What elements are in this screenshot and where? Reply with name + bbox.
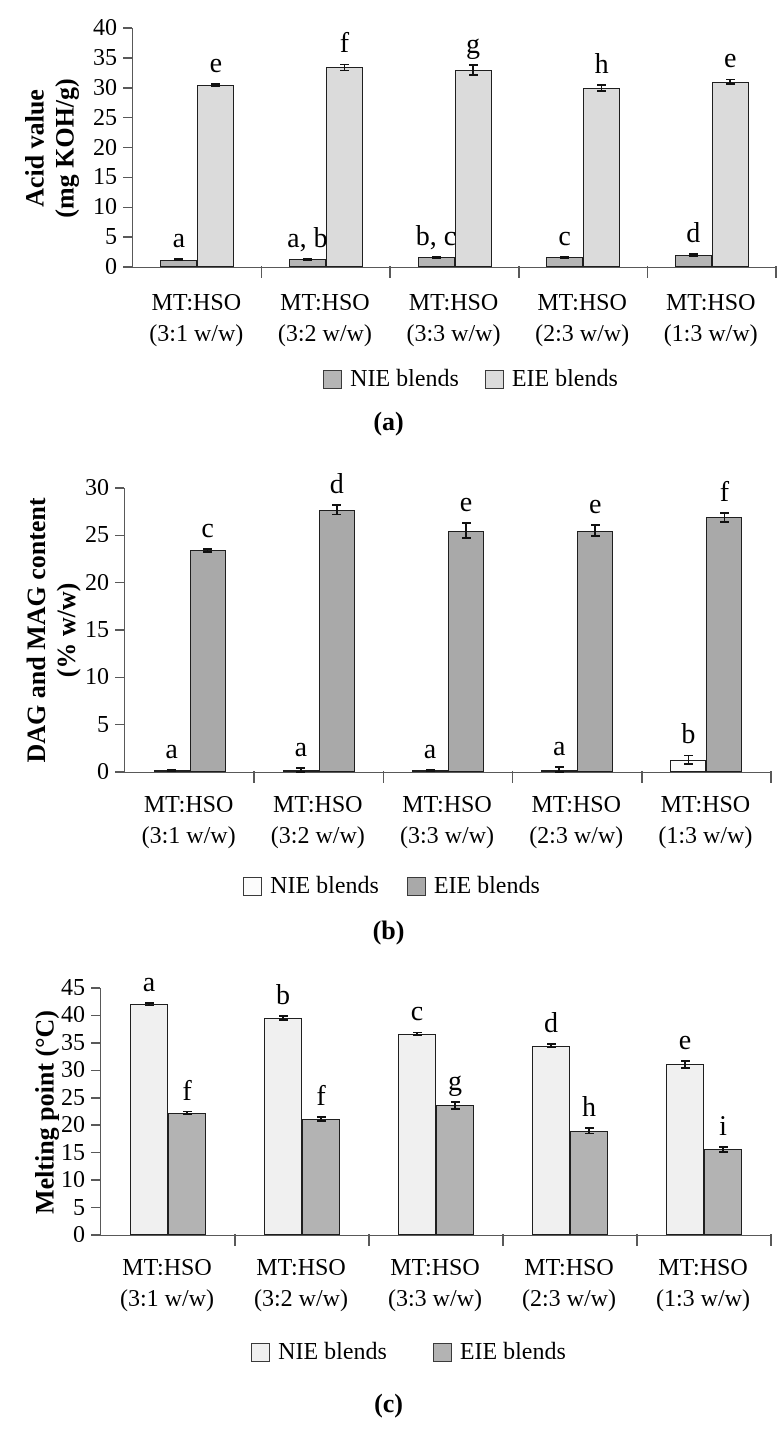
sig-letter: h <box>582 1091 596 1123</box>
x-category-label-line: (2:3 w/w) <box>529 823 624 849</box>
legend-entry <box>485 367 618 391</box>
error-bar-cap <box>279 1019 288 1021</box>
error-bar-cap <box>469 74 478 76</box>
error-bar-cap <box>560 257 569 259</box>
sig-letter: b <box>681 719 696 751</box>
bar <box>168 1113 206 1235</box>
y-tick-label: 45 <box>61 975 85 1001</box>
x-category-label <box>518 288 647 350</box>
x-category-label-line: MT:HSO <box>658 1255 748 1281</box>
sig-letter: g <box>448 1065 462 1097</box>
x-category-label-line: (1:3 w/w) <box>663 321 758 347</box>
legend-swatch <box>433 1343 452 1362</box>
y-tick-label: 25 <box>93 104 117 131</box>
legend-entry <box>433 1340 566 1364</box>
legend-entry <box>323 367 459 391</box>
error-bar-cap <box>547 1047 556 1049</box>
plot-area <box>85 469 771 785</box>
bar <box>666 1064 704 1235</box>
sig-letter: e <box>209 47 223 79</box>
legend <box>82 367 777 391</box>
error-bar-cap <box>585 1127 594 1129</box>
x-axis-tick <box>518 266 520 278</box>
legend-entry <box>251 1340 387 1364</box>
y-axis-tick <box>91 987 100 989</box>
panel-label: (a) <box>373 407 404 436</box>
error-bar-cap <box>303 259 312 261</box>
bar <box>264 1018 302 1235</box>
y-tick-label: 35 <box>93 44 117 71</box>
sig-letter: c <box>410 996 424 1028</box>
legend-swatch <box>407 877 426 896</box>
error-bar-cap <box>684 763 693 765</box>
error-bar-cap <box>585 1133 594 1135</box>
x-category-label <box>100 1253 234 1315</box>
error-bar-cap <box>555 771 564 773</box>
y-axis-tick <box>91 1124 100 1126</box>
y-axis-tick <box>123 177 132 179</box>
y-tick-label: 25 <box>85 522 109 549</box>
y-axis-tick <box>115 582 124 584</box>
sig-letter: a <box>423 734 437 766</box>
error-bar-cap <box>726 79 735 81</box>
y-tick-label: 15 <box>61 1139 85 1166</box>
sig-letter: i <box>719 1110 727 1142</box>
error-bar-cap <box>451 1108 460 1110</box>
plot-area <box>61 967 771 1248</box>
sig-letter: f <box>316 1081 326 1112</box>
error-bar-cap <box>296 767 305 769</box>
x-category-label-line: MT:HSO <box>390 1255 480 1281</box>
legend-entry <box>243 874 379 898</box>
y-axis-tick <box>91 1015 100 1017</box>
error-bar-cap <box>432 257 441 259</box>
x-axis-tick <box>641 771 643 783</box>
panel-label: (b) <box>372 916 405 945</box>
legend-entry <box>407 874 540 898</box>
error-bar-cap <box>296 771 305 773</box>
x-category-label-line: MT:HSO <box>408 290 499 316</box>
x-category-label-line: (3:2 w/w) <box>270 823 365 849</box>
error-bar-cap <box>469 64 478 66</box>
y-axis-title-line: Acid value <box>20 88 49 207</box>
chart-panel-a <box>0 0 777 440</box>
sig-letter: a <box>165 734 178 766</box>
legend-label: NIE blends <box>278 1339 387 1365</box>
x-category-label-line: (3:3 w/w) <box>406 321 501 347</box>
error-bar-cap <box>211 85 220 87</box>
y-tick-label: 10 <box>61 1167 85 1194</box>
panel-label: (c) <box>374 1389 403 1418</box>
x-axis-tick <box>234 1234 236 1246</box>
legend-label: EIE blends <box>459 1339 566 1365</box>
y-axis-tick <box>115 724 124 726</box>
bar <box>570 1131 608 1235</box>
legend-label: EIE blends <box>433 873 540 899</box>
error-bar-cap <box>555 766 564 768</box>
y-tick-label: 40 <box>61 1002 85 1029</box>
x-category-label-line: (3:1 w/w) <box>149 321 244 347</box>
sig-letter: e <box>723 43 737 75</box>
y-axis-tick <box>115 487 124 489</box>
y-tick-label: 15 <box>93 164 117 191</box>
sig-letter: f <box>339 28 350 60</box>
y-tick-label: 25 <box>61 1084 85 1111</box>
y-tick-label: 0 <box>105 254 117 280</box>
x-category-label <box>636 1253 770 1315</box>
x-category-label-line: MT:HSO <box>122 1255 212 1281</box>
error-bar-cap <box>203 548 212 550</box>
chart-panel-b <box>0 440 777 955</box>
error-bar-cap <box>279 1015 288 1017</box>
error-bar-cap <box>426 770 435 772</box>
error-bar-cap <box>720 512 729 514</box>
bar <box>130 1004 168 1235</box>
x-category-label <box>502 1253 636 1315</box>
error-bar-cap <box>591 535 600 537</box>
error-bar-cap <box>681 1067 690 1069</box>
y-tick-label: 30 <box>61 1057 85 1084</box>
error-bar-cap <box>681 1060 690 1062</box>
y-tick-label: 20 <box>61 1112 85 1139</box>
sig-letter: e <box>588 488 602 520</box>
legend-swatch <box>251 1343 270 1362</box>
sig-letter: a <box>172 223 186 255</box>
legend-swatch <box>243 877 262 896</box>
y-axis-tick <box>115 677 124 679</box>
y-axis-tick <box>91 1042 100 1044</box>
x-axis-tick <box>647 266 649 278</box>
sig-letter: c <box>201 512 214 544</box>
y-tick-label: 10 <box>85 664 109 691</box>
sig-letter: b, c <box>415 220 457 252</box>
error-bar-cap <box>462 537 471 539</box>
bar <box>302 1119 340 1235</box>
x-category-label-line: (2:3 w/w) <box>535 321 630 347</box>
x-category-label-line: (3:1 w/w) <box>120 1286 214 1312</box>
x-category-label-line: MT:HSO <box>256 1255 346 1281</box>
y-tick-label: 10 <box>93 194 117 221</box>
error-bar-cap <box>591 524 600 526</box>
error-bar-cap <box>317 1120 326 1122</box>
error-bar <box>465 523 467 538</box>
sig-letter: c <box>558 220 571 252</box>
x-category-label <box>646 288 775 350</box>
x-category-label <box>234 1253 368 1315</box>
legend <box>20 1340 777 1364</box>
y-axis-title-line: (% w/w) <box>52 582 81 678</box>
legend <box>3 874 777 898</box>
y-tick-label: 30 <box>85 475 109 501</box>
y-axis-tick <box>123 117 132 119</box>
bar <box>319 510 355 772</box>
error-bar-cap <box>332 504 341 506</box>
sig-letter: h <box>594 48 609 80</box>
y-axis-tick <box>91 1152 100 1154</box>
sig-letter: d <box>329 469 344 501</box>
y-tick-label: 5 <box>73 1194 85 1221</box>
y-axis-tick <box>123 207 132 209</box>
legend-swatch <box>323 370 342 389</box>
error-bar-cap <box>719 1151 728 1153</box>
x-category-label-line: (3:1 w/w) <box>141 823 236 849</box>
y-tick-label: 0 <box>73 1222 85 1248</box>
error-bar-cap <box>597 90 606 92</box>
x-axis-tick <box>636 1234 638 1246</box>
legend-label: NIE blends <box>350 366 459 392</box>
legend-label: EIE blends <box>511 366 618 392</box>
sig-letter: a <box>294 731 308 763</box>
sig-letter: b <box>276 980 290 1012</box>
error-bar-cap <box>413 1034 422 1036</box>
error-bar-cap <box>332 514 341 516</box>
error-bar-cap <box>684 755 693 757</box>
x-category-label-line: (3:2 w/w) <box>277 321 372 347</box>
y-axis-tick <box>115 629 124 631</box>
y-tick-label: 0 <box>97 759 109 785</box>
error-bar-cap <box>597 84 606 86</box>
x-category-label-line: MT:HSO <box>524 1255 614 1281</box>
sig-letter: e <box>678 1025 692 1057</box>
error-bar-cap <box>726 83 735 85</box>
y-axis-tick <box>91 1179 100 1181</box>
x-category-label-line: (3:2 w/w) <box>254 1286 348 1312</box>
x-axis-tick <box>261 266 263 278</box>
sig-letter: d <box>686 218 701 250</box>
sig-letter: a <box>142 967 156 999</box>
chart-panel-c <box>0 955 777 1430</box>
bar <box>704 1149 742 1235</box>
error-bar-cap <box>720 521 729 523</box>
x-axis-tick <box>368 1234 370 1246</box>
x-axis-tick <box>502 1234 504 1246</box>
sig-letter: f <box>182 1075 192 1107</box>
y-axis-tick <box>91 1207 100 1209</box>
y-tick-label: 30 <box>93 74 117 101</box>
y-axis-tick <box>91 1070 100 1072</box>
x-axis-tick <box>383 771 385 783</box>
y-axis-tick <box>91 1234 100 1236</box>
x-axis-tick <box>389 266 391 278</box>
x-category-label <box>641 790 770 852</box>
x-category-label <box>389 288 518 350</box>
y-axis-tick <box>123 87 132 89</box>
y-axis-tick <box>123 266 132 268</box>
x-category-label-line: (1:3 w/w) <box>656 1286 750 1312</box>
x-axis-tick <box>770 1234 772 1246</box>
y-axis-title-line: Melting point (°C) <box>30 1009 59 1214</box>
y-axis-tick <box>91 1097 100 1099</box>
y-tick-label: 15 <box>85 617 109 643</box>
error-bar-cap <box>462 522 471 524</box>
bar <box>398 1034 436 1235</box>
legend-label: NIE blends <box>270 873 379 899</box>
sig-letter: d <box>544 1007 558 1039</box>
y-tick-label: 5 <box>105 224 117 251</box>
y-axis-tick <box>123 27 132 29</box>
sig-letter: g <box>466 29 480 61</box>
error-bar-cap <box>340 70 349 72</box>
x-category-label <box>261 288 390 350</box>
x-category-label-line: MT:HSO <box>280 290 370 316</box>
plot-area <box>93 15 776 280</box>
x-category-label <box>368 1253 502 1315</box>
error-bar-cap <box>183 1113 192 1115</box>
error-bar-cap <box>451 1101 460 1103</box>
x-category-label-line: MT:HSO <box>402 792 492 818</box>
y-tick-label: 35 <box>61 1029 85 1056</box>
x-category-label-line: MT:HSO <box>151 290 242 316</box>
x-category-label-line: MT:HSO <box>273 792 363 818</box>
y-tick-label: 20 <box>93 134 117 161</box>
y-axis-title-line: (mg KOH/g) <box>50 77 79 218</box>
error-bar-cap <box>719 1146 728 1148</box>
x-category-label <box>132 288 261 350</box>
error-bar-cap <box>203 551 212 553</box>
bar <box>532 1046 570 1235</box>
error-bar-cap <box>689 255 698 257</box>
x-category-label <box>124 790 253 852</box>
sig-letter: f <box>719 476 730 508</box>
y-tick-label: 20 <box>85 569 109 596</box>
y-axis-tick <box>115 535 124 537</box>
y-axis-tick <box>123 236 132 238</box>
y-tick-label: 40 <box>93 15 117 41</box>
x-category-label-line: (2:3 w/w) <box>522 1286 616 1312</box>
y-axis-tick <box>123 57 132 59</box>
y-axis-title-line: DAG and MAG content <box>22 497 51 763</box>
error-bar-cap <box>340 64 349 66</box>
x-category-label-line: (1:3 w/w) <box>658 823 753 849</box>
sig-letter: a <box>552 731 566 763</box>
x-category-label-line: MT:HSO <box>531 792 621 818</box>
legend-swatch <box>485 370 504 389</box>
x-category-label-line: MT:HSO <box>537 290 627 316</box>
x-category-label-line: (3:3 w/w) <box>399 823 494 849</box>
bar <box>436 1105 474 1235</box>
x-category-label <box>382 790 511 852</box>
x-axis-tick <box>512 771 514 783</box>
y-axis-tick <box>115 771 124 773</box>
error-bar-cap <box>174 260 183 262</box>
x-category-label-line: (3:3 w/w) <box>388 1286 482 1312</box>
x-category-label <box>253 790 382 852</box>
error-bar-cap <box>547 1043 556 1045</box>
x-axis-tick <box>770 771 772 783</box>
y-tick-label: 5 <box>97 711 109 738</box>
x-category-label-line: MT:HSO <box>665 290 756 316</box>
x-axis-tick <box>253 771 255 783</box>
x-category-label <box>512 790 641 852</box>
y-axis-tick <box>123 147 132 149</box>
error-bar-cap <box>167 770 176 772</box>
x-category-label-line: MT:HSO <box>660 792 751 818</box>
sig-letter: e <box>459 487 473 519</box>
error-bar-cap <box>317 1116 326 1118</box>
sig-letter: a, b <box>287 222 328 254</box>
x-category-label-line: MT:HSO <box>143 792 234 818</box>
error-bar-cap <box>145 1005 154 1007</box>
